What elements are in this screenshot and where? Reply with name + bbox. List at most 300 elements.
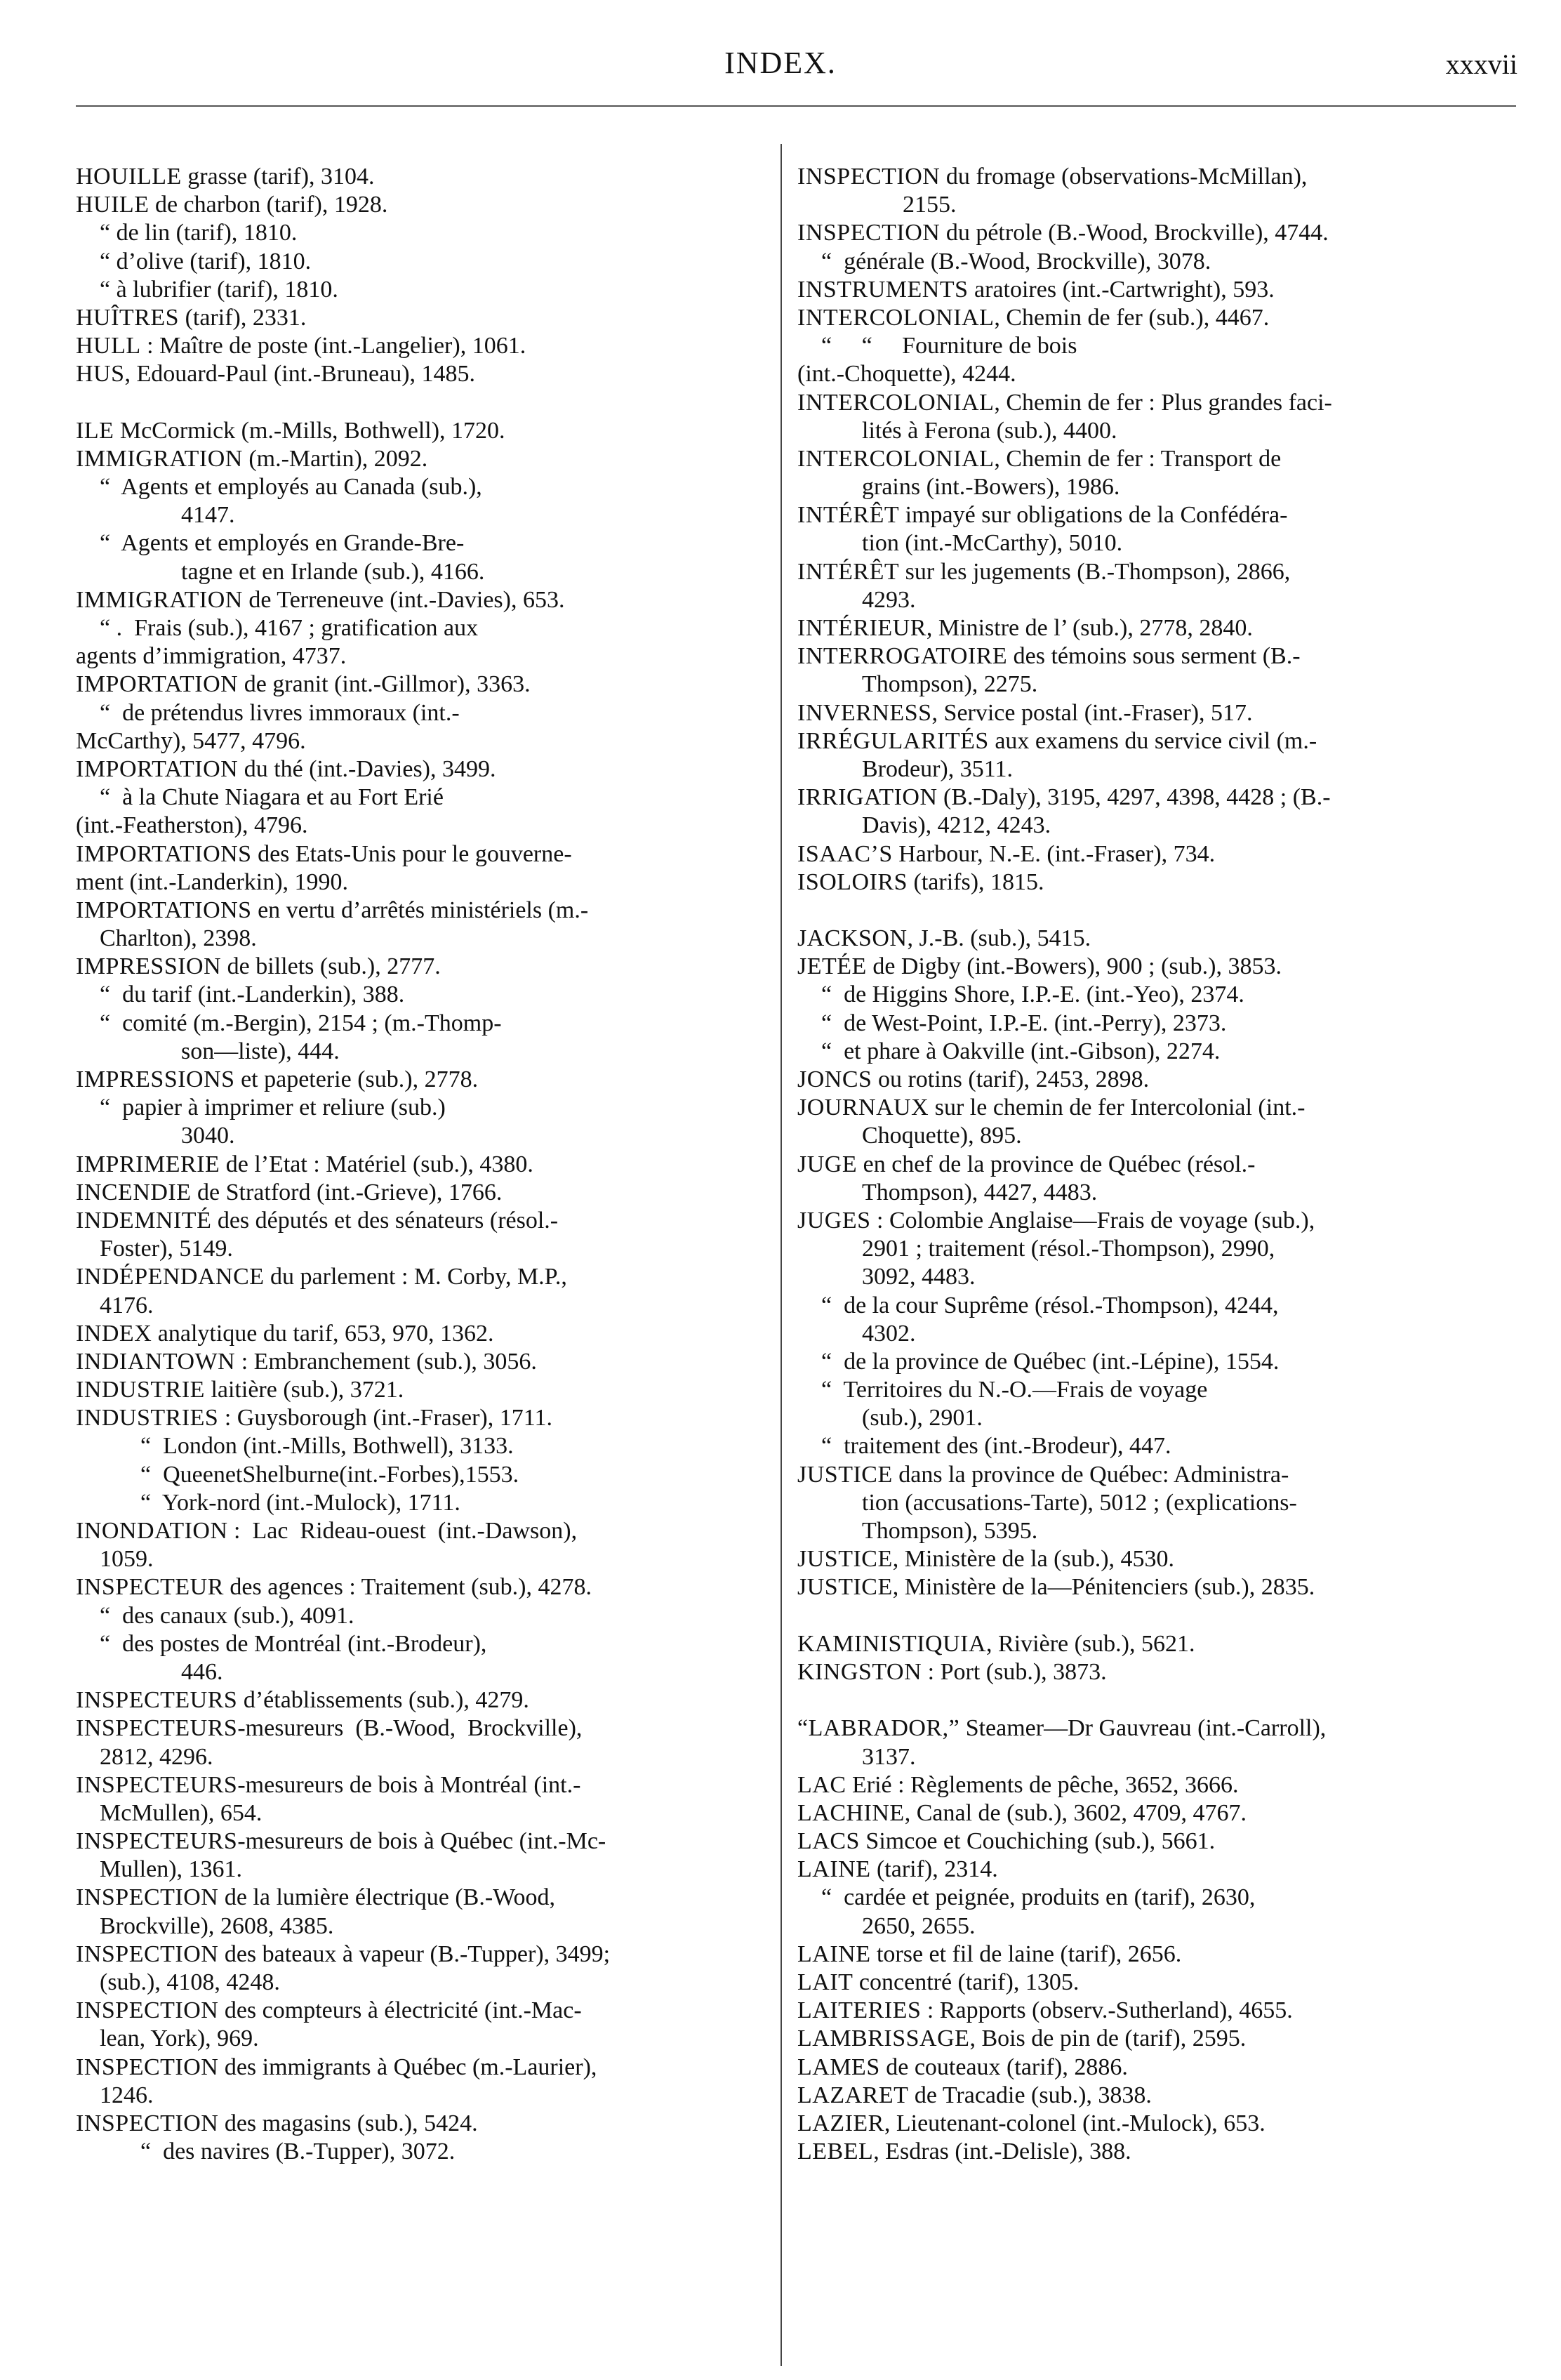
index-entry-line — [76, 1573, 778, 1601]
index-entry-line — [76, 784, 778, 812]
index-keyword: IMMIGRATION — [76, 445, 243, 472]
index-entry-text: de Tracadie (sub.), 3838. — [908, 2082, 1152, 2108]
index-keyword: INTERCOLONIAL — [797, 304, 995, 331]
index-entry-line — [797, 445, 1527, 473]
index-entry-line — [76, 812, 778, 840]
index-entry-line — [797, 1545, 1527, 1573]
page-number: xxxvii — [1445, 48, 1517, 80]
index-entry-line — [76, 1827, 778, 1856]
index-entry-line — [797, 1856, 1527, 1884]
index-entry-text: 4293. — [862, 586, 916, 613]
index-entry-text: “ traitement des (int.-Brodeur), 447. — [821, 1433, 1171, 1460]
index-entry-line — [797, 1207, 1527, 1235]
index-keyword: INSPECTION — [76, 1941, 219, 1967]
index-keyword: INSPECTION — [76, 2110, 219, 2136]
index-entry-text: “ de West-Point, I.P.-E. (int.-Perry), 2373. — [821, 1010, 1227, 1036]
index-entry-text: des compteurs à électricité (int.-Mac- — [218, 1997, 582, 2024]
index-entry-line — [797, 1658, 1527, 1686]
index-keyword: JUGES — [797, 1207, 871, 1234]
index-entry-text: du fromage (observations-McMillan), — [940, 164, 1308, 190]
index-entry-text: tion (accusations-Tarte), 5012 ; (explications- — [862, 1489, 1297, 1516]
index-entry-text: , Ministre de l’ (sub.), 2778, 2840. — [926, 615, 1253, 641]
index-entry-text: : Port (sub.), 3873. — [922, 1658, 1107, 1685]
index-entry-text: tion (int.-McCarthy), 5010. — [862, 530, 1123, 557]
index-entry-line — [76, 276, 778, 304]
index-entry-line — [76, 163, 778, 191]
index-entry-line — [76, 1799, 778, 1827]
index-entry-line — [76, 2025, 778, 2053]
index-keyword: KAMINISTIQUIA — [797, 1630, 987, 1657]
index-entry-text: lités à Ferona (sub.), 4400. — [862, 417, 1117, 444]
index-keyword: “LABRADOR,” — [797, 1715, 960, 1742]
index-entry-line — [76, 1235, 778, 1263]
index-keyword: INSTRUMENTS — [797, 276, 969, 303]
index-entry-text: impayé sur obligations de la Confédéra- — [899, 502, 1288, 529]
index-entry-line — [76, 755, 778, 784]
index-entry-line — [76, 1038, 778, 1066]
index-keyword: LAMES — [797, 2054, 880, 2080]
index-keyword: IMPORTATIONS — [76, 897, 252, 923]
index-keyword: IMMIGRATION — [76, 586, 243, 613]
index-entry-text: (tarif), 2331. — [179, 304, 307, 331]
index-entry-line — [76, 1743, 778, 1771]
index-entry-text: “ d’olive (tarif), 1810. — [100, 248, 312, 275]
index-entry-text: “ à lubrifier (tarif), 1810. — [100, 276, 338, 303]
index-entry-text: laitière (sub.), 3721. — [204, 1377, 404, 1403]
index-entry-line — [76, 1094, 778, 1122]
index-entry-line — [76, 1432, 778, 1460]
index-keyword: ISAAC’S — [797, 840, 893, 867]
index-entry-text: 4302. — [862, 1320, 916, 1347]
index-entry-text: McCarthy), 5477, 4796. — [76, 727, 306, 754]
index-entry-line — [76, 1686, 778, 1714]
index-keyword: IMPRIMERIE — [76, 1151, 220, 1177]
index-entry-text: -mesureurs (B.-Wood, Brockville), — [237, 1715, 583, 1742]
index-entry-text: , Esdras (int.-Delisle), 388. — [873, 2138, 1131, 2165]
index-entry-text: “ York-nord (int.-Mulock), 1711. — [140, 1489, 460, 1516]
index-keyword: INDUSTRIE — [76, 1377, 205, 1403]
index-keyword: JOURNAUX — [797, 1095, 929, 1121]
index-entry-line — [797, 1151, 1527, 1179]
index-entry-line — [797, 1714, 1527, 1743]
index-entry-line — [797, 332, 1527, 360]
index-entry-text: (B.-Daly), 3195, 4297, 4398, 4428 ; (B.- — [937, 784, 1331, 811]
index-entry-text: “ et phare à Oakville (int.-Gibson), 2274. — [821, 1038, 1221, 1064]
index-entry-line — [797, 670, 1527, 699]
index-entry-text: Thompson), 5395. — [862, 1518, 1038, 1544]
index-keyword: HUS — [76, 361, 125, 388]
index-keyword: IRRÉGULARITÉS — [797, 727, 989, 754]
index-entry-line — [797, 925, 1527, 953]
page-header — [0, 45, 1561, 87]
index-entry-line — [76, 417, 778, 445]
index-keyword: INDEX — [76, 1320, 152, 1347]
index-entry-line — [797, 1799, 1527, 1827]
index-entry-text: dans la province de Québec: Administra- — [892, 1461, 1289, 1488]
index-entry-line — [797, 219, 1527, 247]
index-entry-line — [76, 1461, 778, 1489]
index-keyword: INSPECTION — [797, 164, 941, 190]
index-entry-text: son—liste), 444. — [181, 1038, 340, 1064]
index-entry-text: grains (int.-Bowers), 1986. — [862, 474, 1120, 501]
index-entry-text: : Maître de poste (int.-Langelier), 1061. — [140, 333, 526, 359]
index-entry-line — [76, 925, 778, 953]
entry-gap — [797, 1686, 1527, 1714]
index-entry-line — [76, 529, 778, 557]
index-entry-line — [797, 1941, 1527, 1969]
index-entry-text: “ du tarif (int.-Landerkin), 388. — [100, 981, 405, 1008]
index-entry-line — [76, 1010, 778, 1038]
index-entry-text: aratoires (int.-Cartwright), 593. — [968, 276, 1275, 303]
index-keyword: IMPORTATION — [76, 671, 239, 698]
index-entry-line — [76, 614, 778, 642]
index-entry-line — [797, 642, 1527, 670]
index-entry-line — [76, 1884, 778, 1912]
index-entry-line — [76, 1066, 778, 1094]
header-rule — [76, 105, 1516, 107]
index-keyword: LAZARET — [797, 2082, 909, 2108]
index-entry-text: “ de lin (tarif), 1810. — [100, 220, 298, 246]
index-entry-text: 2901 ; traitement (résol.-Thompson), 2990, — [862, 1236, 1275, 1262]
index-entry-text: 2812, 4296. — [100, 1743, 213, 1770]
index-entry-text: Charlton), 2398. — [100, 925, 257, 952]
index-keyword: INSPECTION — [76, 1997, 219, 2024]
index-entry-line — [797, 1997, 1527, 2025]
index-keyword: LAC — [797, 1771, 846, 1798]
index-keyword: LACS — [797, 1828, 860, 1855]
index-entry-line — [76, 1545, 778, 1573]
index-entry-line — [797, 784, 1527, 812]
index-entry-line — [76, 2054, 778, 2082]
index-entry-text: des députés et des sénateurs (résol.- — [211, 1207, 559, 1234]
index-entry-line — [76, 897, 778, 925]
index-entry-text: “ des navires (B.-Tupper), 3072. — [140, 2138, 456, 2165]
index-entry-line — [76, 473, 778, 501]
index-entry-line — [76, 586, 778, 614]
index-entry-text: 2650, 2655. — [862, 1912, 976, 1939]
index-entry-text: sur les jugements (B.-Thompson), 2866, — [899, 558, 1291, 585]
index-entry-text: , Chemin de fer : Transport de — [994, 445, 1282, 472]
index-keyword: IMPRESSIONS — [76, 1066, 235, 1092]
index-entry-line — [797, 473, 1527, 501]
index-keyword: INDÉPENDANCE — [76, 1264, 265, 1290]
index-keyword: INCENDIE — [76, 1179, 192, 1205]
index-entry-line — [76, 1602, 778, 1630]
index-entry-text: -mesureurs de bois à Québec (int.-Mc- — [237, 1828, 606, 1855]
index-keyword: INVERNESS — [797, 699, 932, 726]
index-entry-line — [797, 2025, 1527, 2053]
index-keyword: INTERCOLONIAL — [797, 445, 995, 472]
index-entry-text: “ des canaux (sub.), 4091. — [100, 1602, 354, 1629]
index-entry-line — [797, 1969, 1527, 1997]
index-keyword: LAINE — [797, 1941, 871, 1967]
index-entry-text: de l’Etat : Matériel (sub.), 4380. — [220, 1151, 533, 1177]
index-keyword: INSPECTEURS — [76, 1828, 238, 1855]
index-entry-line — [76, 1292, 778, 1320]
index-entry-line — [797, 1743, 1527, 1771]
index-entry-text: “ “ Fourniture de bois — [821, 333, 1077, 359]
index-keyword: ILE — [76, 417, 114, 444]
index-entry-text: aux examens du service civil (m.- — [988, 727, 1317, 754]
index-entry-text: de la lumière électrique (B.-Wood, — [218, 1884, 556, 1911]
index-entry-text: “ générale (B.-Wood, Brockville), 3078. — [821, 248, 1211, 275]
index-keyword: LEBEL — [797, 2138, 874, 2165]
index-keyword: LACHINE — [797, 1799, 905, 1826]
index-entry-line — [797, 2054, 1527, 2082]
index-entry-line — [797, 699, 1527, 727]
index-entry-text: , Rivière (sub.), 5621. — [986, 1630, 1195, 1657]
index-entry-text: et papeterie (sub.), 2778. — [234, 1066, 479, 1092]
index-entry-text: McMullen), 654. — [100, 1799, 263, 1826]
index-entry-line — [76, 1320, 778, 1348]
index-entry-text: : Embranchement (sub.), 3056. — [235, 1348, 537, 1375]
index-entry-text: de Digby (int.-Bowers), 900 ; (sub.), 3853. — [866, 953, 1282, 980]
index-entry-text: 3137. — [862, 1743, 916, 1770]
index-entry-line — [76, 1771, 778, 1799]
index-keyword: INSPECTION — [76, 1884, 219, 1911]
index-entry-line — [797, 248, 1527, 276]
index-entry-text: “ QueenetShelburne(int.-Forbes),1553. — [140, 1461, 519, 1488]
index-entry-text: “ . Frais (sub.), 4167 ; gratification aux — [100, 615, 479, 641]
index-entry-line — [797, 2138, 1527, 2166]
index-entry-text: 1059. — [100, 1546, 154, 1573]
index-entry-text: des Etats-Unis pour le gouverne- — [251, 840, 572, 867]
index-entry-line — [76, 642, 778, 670]
index-entry-line — [76, 1404, 778, 1432]
index-entry-line — [76, 670, 778, 699]
index-entry-text: “ Territoires du N.-O.—Frais de voyage — [821, 1377, 1208, 1403]
column-divider — [780, 144, 782, 2366]
index-entry-line — [797, 558, 1527, 586]
index-entry-text: : Lac Rideau-ouest (int.-Dawson), — [227, 1518, 578, 1544]
index-keyword: KINGSTON — [797, 1658, 922, 1685]
index-entry-line — [797, 417, 1527, 445]
index-entry-line — [76, 1207, 778, 1235]
index-entry-line — [76, 1376, 778, 1404]
index-entry-text: McCormick (m.-Mills, Bothwell), 1720. — [114, 417, 505, 444]
index-entry-line — [76, 981, 778, 1009]
index-entry-text: Steamer—Dr Gauvreau (int.-Carroll), — [959, 1715, 1327, 1742]
index-keyword: JETÉE — [797, 953, 867, 980]
index-keyword: IRRIGATION — [797, 784, 938, 811]
index-entry-text: en vertu d’arrêtés ministériels (m.- — [251, 897, 589, 923]
index-entry-line — [797, 1010, 1527, 1038]
index-keyword: IMPRESSION — [76, 953, 222, 980]
index-entry-text: (sub.), 2901. — [862, 1405, 983, 1432]
index-entry-line — [76, 1941, 778, 1969]
index-entry-text: , Chemin de fer : Plus grandes faci- — [994, 389, 1332, 416]
index-keyword: INSPECTEURS — [76, 1771, 238, 1798]
index-entry-line — [76, 727, 778, 755]
index-entry-line — [797, 1771, 1527, 1799]
index-entry-line — [797, 1517, 1527, 1545]
index-entry-line — [797, 840, 1527, 868]
index-entry-line — [76, 191, 778, 219]
index-entry-text: Thompson), 2275. — [862, 671, 1038, 698]
index-entry-text: (int.-Featherston), 4796. — [76, 812, 308, 839]
index-keyword: INTÉRÊT — [797, 502, 900, 529]
page-title: INDEX. — [724, 46, 837, 80]
index-entry-line — [76, 1969, 778, 1997]
index-entry-line — [76, 332, 778, 360]
entry-gap — [797, 897, 1527, 925]
index-keyword: LAZIER — [797, 2110, 884, 2136]
index-entry-text: Davis), 4212, 4243. — [862, 812, 1051, 839]
index-entry-text: torse et fil de laine (tarif), 2656. — [870, 1941, 1182, 1967]
index-entry-line — [797, 1320, 1527, 1348]
index-keyword: HUÎTRES — [76, 304, 180, 331]
index-entry-text: des témoins sous serment (B.- — [1007, 643, 1301, 670]
index-keyword: HULL — [76, 333, 141, 359]
index-keyword: INSPECTEURS — [76, 1687, 238, 1714]
index-keyword: HOUILLE — [76, 164, 182, 190]
index-entry-line — [76, 445, 778, 473]
index-keyword: INTÉRIEUR — [797, 615, 926, 641]
index-keyword: JONCS — [797, 1066, 872, 1092]
index-entry-line — [797, 501, 1527, 529]
index-entry-line — [76, 953, 778, 981]
index-keyword: LAINE — [797, 1856, 871, 1883]
index-entry-line — [797, 1066, 1527, 1094]
index-entry-text: de charbon (tarif), 1928. — [149, 192, 388, 218]
index-keyword: LAITERIES — [797, 1997, 922, 2024]
index-entry-text: Brodeur), 3511. — [862, 755, 1013, 782]
index-entry-text: “ Agents et employés en Grande-Bre- — [100, 530, 465, 557]
index-entry-text: agents d’immigration, 4737. — [76, 643, 347, 670]
index-entry-line — [797, 1432, 1527, 1460]
index-entry-text: (tarif), 2314. — [870, 1856, 998, 1883]
index-entry-line — [797, 304, 1527, 332]
index-entry-line — [797, 812, 1527, 840]
index-entry-text: Brockville), 2608, 4385. — [100, 1912, 334, 1939]
index-entry-text: analytique du tarif, 653, 970, 1362. — [152, 1320, 494, 1347]
index-keyword: IMPORTATIONS — [76, 840, 252, 867]
index-entry-text: , Chemin de fer (sub.), 4467. — [994, 304, 1270, 331]
index-entry-line — [76, 360, 778, 388]
index-entry-line — [797, 1404, 1527, 1432]
index-keyword: INDUSTRIES — [76, 1405, 219, 1432]
index-entry-line — [797, 755, 1527, 784]
index-entry-text: , Lieutenant-colonel (int.-Mulock), 653. — [884, 2110, 1266, 2136]
index-keyword: JACKSON — [797, 925, 908, 952]
index-entry-text: tagne et en Irlande (sub.), 4166. — [181, 558, 485, 585]
index-entry-text: , Edouard-Paul (int.-Bruneau), 1485. — [124, 361, 476, 388]
index-entry-line — [797, 2110, 1527, 2138]
index-entry-text: , Service postal (int.-Fraser), 517. — [931, 699, 1253, 726]
index-keyword: INSPECTEURS — [76, 1715, 238, 1742]
index-entry-line — [76, 219, 778, 247]
index-entry-text: de billets (sub.), 2777. — [221, 953, 441, 980]
index-entry-line — [76, 558, 778, 586]
index-entry-line — [797, 360, 1527, 388]
index-keyword: INSPECTION — [797, 220, 941, 246]
index-entry-line — [76, 1714, 778, 1743]
index-entry-text: (sub.), 4108, 4248. — [100, 1969, 280, 1995]
index-entry-line — [797, 163, 1527, 191]
index-keyword: INDIANTOWN — [76, 1348, 236, 1375]
index-entry-line — [76, 868, 778, 897]
index-keyword: INTERROGATOIRE — [797, 643, 1008, 670]
index-entry-text: : Guysborough (int.-Fraser), 1711. — [218, 1405, 552, 1432]
index-entry-line — [797, 191, 1527, 219]
index-entry-text: : Rapports (observ.-Sutherland), 4655. — [921, 1997, 1293, 2024]
index-entry-line — [797, 1263, 1527, 1291]
index-entry-text: “ London (int.-Mills, Bothwell), 3133. — [140, 1433, 514, 1460]
index-entry-line — [76, 2082, 778, 2110]
index-entry-text: “ papier à imprimer et reliure (sub.) — [100, 1095, 446, 1121]
index-keyword: JUSTICE — [797, 1546, 893, 1573]
index-entry-text: du pétrole (B.-Wood, Brockville), 4744. — [940, 220, 1329, 246]
index-entry-text: Harbour, N.-E. (int.-Fraser), 734. — [892, 840, 1216, 867]
index-entry-text: Simcoe et Couchiching (sub.), 5661. — [859, 1828, 1216, 1855]
index-entry-text: 3092, 4483. — [862, 1264, 976, 1290]
index-entry-text: , Canal de (sub.), 3602, 4709, 4767. — [904, 1799, 1247, 1826]
index-entry-line — [797, 1038, 1527, 1066]
index-entry-line — [797, 1912, 1527, 1941]
index-entry-line — [797, 1179, 1527, 1207]
index-entry-line — [797, 2082, 1527, 2110]
index-entry-line — [76, 1122, 778, 1150]
index-entry-line — [76, 1489, 778, 1517]
index-entry-line — [76, 1348, 778, 1376]
index-entry-text: (m.-Martin), 2092. — [242, 445, 428, 472]
index-entry-text: d’établissements (sub.), 4279. — [237, 1687, 529, 1714]
index-entry-text: “ des postes de Montréal (int.-Brodeur), — [100, 1630, 487, 1657]
index-entry-text: concentré (tarif), 1305. — [853, 1969, 1080, 1995]
index-entry-line — [76, 248, 778, 276]
index-entry-text: Foster), 5149. — [100, 1236, 233, 1262]
index-entry-text: de granit (int.-Gillmor), 3363. — [238, 671, 531, 698]
index-entry-line — [797, 614, 1527, 642]
index-entry-line — [797, 276, 1527, 304]
index-entry-line — [797, 1292, 1527, 1320]
index-keyword: INSPECTEUR — [76, 1574, 224, 1601]
index-entry-text: (tarifs), 1815. — [908, 868, 1044, 895]
index-entry-line — [76, 1856, 778, 1884]
index-entry-line — [797, 1122, 1527, 1150]
index-entry-text: des agences : Traitement (sub.), 4278. — [223, 1574, 592, 1601]
index-entry-text: ou rotins (tarif), 2453, 2898. — [872, 1066, 1150, 1092]
index-keyword: JUSTICE — [797, 1461, 893, 1488]
index-entry-text: de Terreneuve (int.-Davies), 653. — [242, 586, 565, 613]
index-entry-text: “ comité (m.-Bergin), 2154 ; (m.-Thomp- — [100, 1010, 502, 1036]
index-entry-text: 4147. — [181, 502, 235, 529]
index-entry-text: “ cardée et peignée, produits en (tarif), 2630, — [821, 1884, 1256, 1911]
index-entry-text: grasse (tarif), 3104. — [181, 164, 375, 190]
index-keyword: INONDATION — [76, 1518, 228, 1544]
index-keyword: LAIT — [797, 1969, 853, 1995]
index-entry-line — [76, 1912, 778, 1941]
index-entry-line — [76, 1517, 778, 1545]
entry-gap — [797, 1602, 1527, 1630]
index-entry-text: du parlement : M. Corby, M.P., — [264, 1264, 567, 1290]
index-entry-text: de Stratford (int.-Grieve), 1766. — [191, 1179, 503, 1205]
entry-gap — [76, 389, 778, 417]
index-entry-line — [76, 1658, 778, 1686]
index-entry-text: 1246. — [100, 2082, 154, 2108]
index-entry-line — [797, 981, 1527, 1009]
index-entry-text: : Colombie Anglaise—Frais de voyage (sub.), — [870, 1207, 1315, 1234]
index-entry-text: (int.-Choquette), 4244. — [797, 361, 1016, 388]
index-entry-text: “ de la province de Québec (int.-Lépine), 1554. — [821, 1348, 1280, 1375]
index-entry-line — [76, 699, 778, 727]
index-entry-text: , Bois de pin de (tarif), 2595. — [969, 2025, 1247, 2052]
index-entry-line — [76, 1179, 778, 1207]
index-keyword: HUILE — [76, 192, 150, 218]
index-keyword: ISOLOIRS — [797, 868, 908, 895]
index-entry-line — [797, 389, 1527, 417]
index-entry-line — [76, 1151, 778, 1179]
